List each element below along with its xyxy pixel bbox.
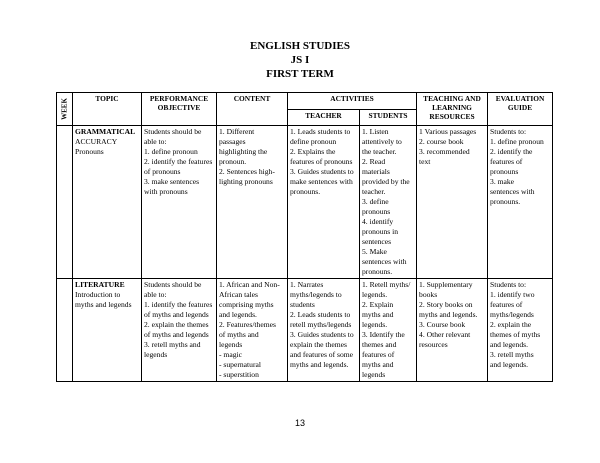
teacher-line: explain the themes <box>290 340 347 349</box>
resources-line: books <box>419 290 438 299</box>
students-line: 3. define <box>362 197 389 206</box>
performance-line: 2. identify the features <box>144 157 213 166</box>
students-line: myths and <box>362 310 394 319</box>
teacher-cell <box>288 279 360 382</box>
evaluation-line: 1. identify two <box>490 290 535 299</box>
resources-line: 2. course book <box>419 137 464 146</box>
teacher-line: 3. Guides students to <box>290 167 354 176</box>
resources-header: TEACHING AND LEARNING RESOURCES <box>417 93 488 126</box>
performance-line: Students should be <box>144 280 202 289</box>
students-cell <box>360 126 417 279</box>
resources-line: 4. Other relevant <box>419 330 471 339</box>
content-line: 2. Sentences high- <box>219 167 275 176</box>
evaluation-line: features of <box>490 300 523 309</box>
resources-line: resources <box>419 340 448 349</box>
teacher-line: features of pronouns <box>290 157 353 166</box>
performance-line: of pronouns <box>144 167 181 176</box>
evaluation-line: 2. identify the <box>490 147 533 156</box>
evaluation-line: features of <box>490 157 523 166</box>
evaluation-line: Students to: <box>490 280 527 289</box>
topic-line: Pronouns <box>75 147 104 156</box>
content-line: - supernatural <box>219 360 261 369</box>
students-header: STUDENTS <box>360 109 417 126</box>
content-line: - superstition <box>219 370 259 379</box>
students-line: themes and <box>362 340 397 349</box>
content-line: African tales <box>219 290 259 299</box>
students-line: pronouns in <box>362 227 399 236</box>
students-line: 5. Make <box>362 247 387 256</box>
evaluation-line: and legends. <box>490 340 528 349</box>
teacher-line: and features of some <box>290 350 354 359</box>
content-header: CONTENT <box>217 93 288 126</box>
teacher-header: TEACHER <box>288 109 360 126</box>
content-line: and legends. <box>219 310 257 319</box>
resources-line: myths and legends. <box>419 310 478 319</box>
teacher-line: 1. Narrates <box>290 280 324 289</box>
teacher-line: make sentences with <box>290 177 353 186</box>
performance-line: 3. retell myths and <box>144 340 201 349</box>
resources-line: 1. Supplementary <box>419 280 473 289</box>
evaluation-line: and legends. <box>490 360 528 369</box>
performance-line: legends <box>144 350 168 359</box>
evaluation-line: myths/legends <box>490 310 534 319</box>
students-line: legends. <box>362 320 388 329</box>
evaluation-line: themes of myths <box>490 330 541 339</box>
term-title: FIRST TERM <box>266 68 334 80</box>
topic-cell <box>73 126 142 279</box>
content-line: 1. African and Non- <box>219 280 280 289</box>
performance-cell <box>142 126 217 279</box>
performance-line: 1. define pronoun <box>144 147 198 156</box>
topic-header: TOPIC <box>73 93 142 126</box>
table-row <box>57 279 553 382</box>
content-cell <box>217 279 288 382</box>
performance-line: with pronouns <box>144 187 188 196</box>
content-line: passages <box>219 137 246 146</box>
evaluation-line: sentences with <box>490 187 535 196</box>
teacher-line: retell myths/legends <box>290 320 352 329</box>
students-line: sentences <box>362 237 392 246</box>
content-line: 2. Features/themes <box>219 320 276 329</box>
students-line: pronouns. <box>362 267 393 276</box>
teacher-cell <box>288 126 360 279</box>
document-title: ENGLISH STUDIES <box>250 40 350 52</box>
resources-line: text <box>419 157 431 166</box>
evaluation-line: pronouns. <box>490 197 521 206</box>
topic-line: LITERATURE <box>75 280 125 289</box>
students-line: features of <box>362 350 395 359</box>
class-title: JS I <box>290 54 310 66</box>
evaluation-line: 3. retell myths <box>490 350 534 359</box>
topic-line: Introduction to <box>75 290 121 299</box>
evaluation-cell <box>488 126 553 279</box>
week-header <box>57 93 73 126</box>
topic-line: myths and legends <box>75 300 132 309</box>
table-body <box>57 126 553 382</box>
students-line: 1. Listen <box>362 127 389 136</box>
header-row-1 <box>57 93 553 110</box>
content-line: 1. Different <box>219 127 255 136</box>
resources-cell <box>417 279 488 382</box>
resources-line: 2. Story books on <box>419 300 473 309</box>
students-line: 1. Retell myths/ <box>362 280 411 289</box>
content-line: comprising myths <box>219 300 274 309</box>
evaluation-line: pronouns <box>490 167 519 176</box>
performance-line: 1. identify the features <box>144 300 213 309</box>
evaluation-header: EVALUATION GUIDE <box>488 93 553 126</box>
performance-line: able to: <box>144 290 167 299</box>
performance-line: 2. explain the themes <box>144 320 209 329</box>
students-line: 3. Identify the <box>362 330 405 339</box>
students-line: 4. identify <box>362 217 394 226</box>
content-line: highlighting the <box>219 147 268 156</box>
week-cell <box>57 279 73 382</box>
students-line: legends. <box>362 290 388 299</box>
week-cell <box>57 126 73 279</box>
content-line: pronoun. <box>219 157 247 166</box>
evaluation-line: 2. explain the <box>490 320 532 329</box>
week-header-label: WEEK <box>60 98 68 120</box>
content-cell <box>217 126 288 279</box>
activities-header: ACTIVITIES <box>288 93 417 110</box>
resources-cell <box>417 126 488 279</box>
teacher-line: 2. Leads students to <box>290 310 351 319</box>
students-line: legends <box>362 370 386 379</box>
scheme-of-work-table <box>56 92 553 382</box>
evaluation-line: Students to: <box>490 127 527 136</box>
students-line: the teacher. <box>362 147 397 156</box>
performance-line: 3. make sentences <box>144 177 200 186</box>
teacher-line: students <box>290 300 315 309</box>
teacher-line: 2. Explains the <box>290 147 336 156</box>
performance-header: PERFORMANCE OBJECTIVE <box>142 93 217 126</box>
students-line: materials <box>362 167 390 176</box>
performance-line: Students should be <box>144 127 202 136</box>
teacher-line: myths/legends to <box>290 290 342 299</box>
evaluation-line: 3. make <box>490 177 515 186</box>
evaluation-line: 1. define pronoun <box>490 137 544 146</box>
students-line: attentively to <box>362 137 402 146</box>
students-line: sentences with <box>362 257 407 266</box>
performance-line: of myths and legends <box>144 310 209 319</box>
students-line: teacher. <box>362 187 386 196</box>
content-line: of myths and <box>219 330 259 339</box>
students-line: provided by the <box>362 177 410 186</box>
content-line: lighting pronouns <box>219 177 273 186</box>
teacher-line: 3. Guides students to <box>290 330 354 339</box>
topic-line: ACCURACY <box>75 137 118 146</box>
teacher-line: 1. Leads students to <box>290 127 351 136</box>
topic-cell <box>73 279 142 382</box>
resources-line: 3. Course book <box>419 320 466 329</box>
students-cell <box>360 279 417 382</box>
teacher-line: define pronoun <box>290 137 337 146</box>
performance-line: able to: <box>144 137 167 146</box>
page-number: 13 <box>294 418 305 428</box>
table-row <box>57 126 553 279</box>
content-line: legends <box>219 340 243 349</box>
students-line: pronouns <box>362 207 391 216</box>
resources-line: 3. recommended <box>419 147 470 156</box>
students-line: myths and <box>362 360 394 369</box>
teacher-line: myths and legends. <box>290 360 349 369</box>
performance-cell <box>142 279 217 382</box>
students-line: 2. Read <box>362 157 386 166</box>
performance-line: of myths and legends <box>144 330 209 339</box>
topic-line: GRAMMATICAL <box>75 127 136 136</box>
students-line: 2. Explain <box>362 300 394 309</box>
content-line: - magic <box>219 350 242 359</box>
resources-line: 1 Various passages <box>419 127 477 136</box>
evaluation-cell <box>488 279 553 382</box>
teacher-line: pronouns. <box>290 187 321 196</box>
